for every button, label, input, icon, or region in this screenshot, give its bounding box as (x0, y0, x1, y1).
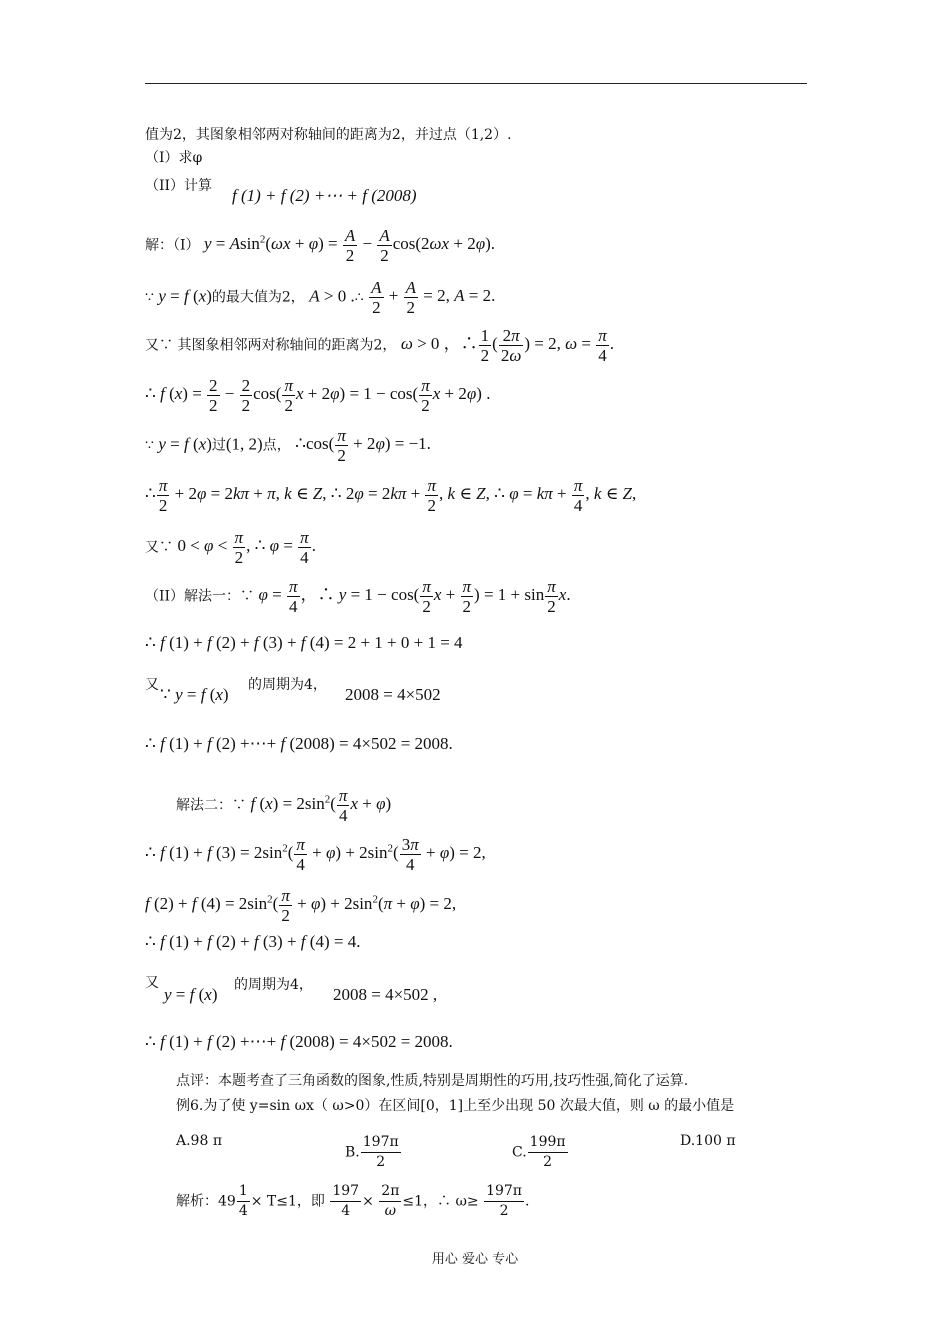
period-line-2-formula: y = f (x) (164, 985, 218, 1004)
option-d: D.100 π (680, 1133, 736, 1149)
solution-line-7: 又∵ 0 < φ < $\frac{\pi}{2}$ , ∴ φ = $\frac{\pi}{4}$ . (145, 528, 316, 567)
sum-expression: f (1) + f (2) +⋯ + f (2008) (232, 186, 417, 205)
option-b: B. $\frac{197\pi}{2}$ (345, 1134, 399, 1170)
option-a: A.98 π (176, 1133, 223, 1149)
part-2-heading: （II）计算 (145, 178, 213, 194)
solution-line-2: ∵ y = f (x)的最大值为2， A > 0 .∴ $\frac{A}{2}$ + $\frac{A}{2}$ = 2, A = 2. (145, 278, 496, 317)
header-rule (145, 83, 807, 84)
method-2-eq-3: ∴ f (1) + f (2) + f (3) + f (4) = 4. (145, 932, 361, 951)
solution-line-5: ∵ y = f (x)过(1, 2)点， ∴cos( $\frac{\pi}{2}$ + 2φ) = −1. (145, 426, 431, 465)
part-1-heading: （I）求φ (145, 150, 203, 166)
comment-line: 点评：本题考查了三角函数的图象,性质,特别是周期性的巧用,技巧性强,简化了运算. (176, 1073, 689, 1089)
option-c: C. $\frac{199\pi}{2}$ (512, 1134, 566, 1170)
period-line-2: 又 (145, 975, 159, 991)
period-line-1: 又 (145, 677, 159, 693)
period-line-1-formula: ∵ y = f (x) (160, 685, 229, 704)
period-line-2-eq: 2008 = 4×502 , (333, 985, 438, 1004)
solution-line-1 (145, 226, 495, 265)
solution-line-3: 又∵ 其图象相邻两对称轴间的距离为2， ω > 0 ，∴ $\frac{1}{2}$ ( $\frac{2\pi}{2\omega}$ ) = 2, ω = $\frac{\pi}{4}$ . (145, 326, 614, 365)
period-line-1-eq: 2008 = 4×502 (345, 685, 441, 704)
solution-label: 解：（I） (145, 237, 200, 254)
method-2-line: 解法二：∵ f $(x) = 2\sin^2$( $\frac{\pi}{4}$ x + φ) (176, 786, 392, 825)
formula-1: y = Asin$^2$(ωx + φ) = $\frac{A}{2}$ − $\frac{A}{2}$ cos(2ωx + 2φ). (203, 226, 496, 265)
method-2-eq-2: f (2) + f $(4) = 2\sin^2$( $\frac{\pi}{2}$ + $\varphi) + 2\sin^2(\pi + \varphi) = 2$, (145, 886, 457, 925)
text-line-1: 值为2，其图象相邻两对称轴间的距离为2，并过点（1,2）. (145, 127, 512, 143)
method-1-line: （II）解法一：∵ φ = $\frac{\pi}{4}$ ，∴ y = 1 − cos( $\frac{\pi}{2}$ x + $\frac{\pi}{2}$ ) = 1 + sin $\frac{\pi}{2}$ x. (145, 577, 571, 616)
analysis-line: 解析：49 $\frac{1}{4}$ × T≤1，即 $\frac{197}{4}$ × $\frac{2\pi}{\omega}$ ≤1，∴ ω≥ $\frac{197\pi}{2}$ . (176, 1183, 530, 1219)
solution-line-4: ∴ f (x) = $\frac{2}{2}$ − $\frac{2}{2}$ cos( $\frac{\pi}{2}$ x + 2φ) = 1 − cos( $\frac{\pi}{2}$ x + 2φ) . (145, 376, 491, 415)
method-2-eq-1: ∴ f (1) + f $(3) = 2\sin^2$( $\frac{\pi}{4}$ + $\varphi) + 2\sin^2$( $\frac{3\pi}{4}$ + φ) = 2, (145, 835, 486, 874)
sum-four-line: ∴ f (1) + f (2) + f (3) + f (4) = 2 + 1 + 0 + 1 = 4 (145, 633, 463, 652)
conclusion-2: ∴ f (1) + f (2) +⋯+ f (2008) = 4×502 = 2008. (145, 1032, 453, 1051)
example-6-line: 例6.为了使 y=sin ωx（ ω>0）在区间[0，1]上至少出现 50 次最大值，则 ω 的最小值是 (176, 1098, 735, 1114)
period-line-1-text: 的周期为4， (248, 677, 327, 693)
period-line-2-text: 的周期为4， (234, 977, 313, 993)
conclusion-1: ∴ f (1) + f (2) +⋯+ f (2008) = 4×502 = 2008. (145, 734, 453, 753)
page-footer: 用心 爱心 专心 (431, 1252, 519, 1267)
solution-line-6: ∴ $\frac{\pi}{2}$ + 2φ = 2kπ + π, k ∈ Z, ∴ 2φ = 2kπ + $\frac{\pi}{2}$ , k ∈ Z, ∴ φ = kπ + $\frac{\pi}{4}$ , k ∈ Z, (145, 476, 637, 515)
